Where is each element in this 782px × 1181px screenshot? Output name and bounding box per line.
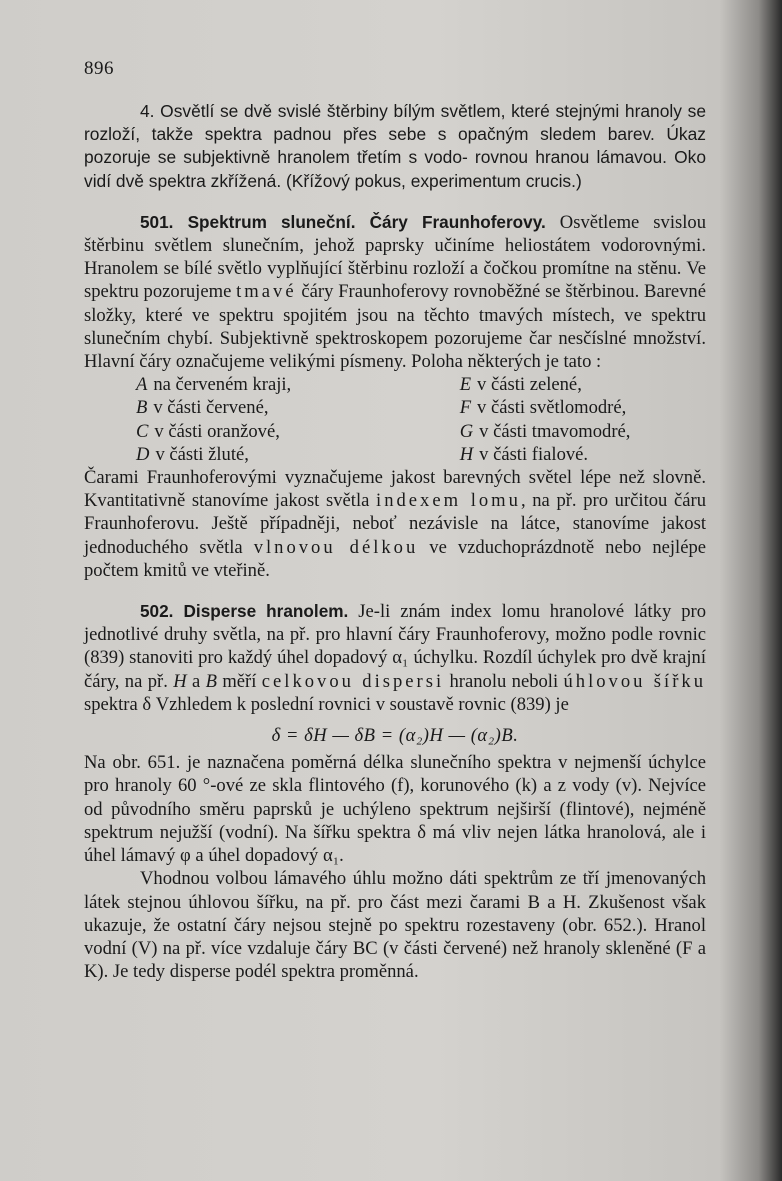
line-symbol: F <box>459 397 472 419</box>
line-right <box>460 373 704 396</box>
s502-text-1: Je-li znám index lomu hranolové látky pro jednotlivé druhy světla, na př. pro hlavní čáry Fraunhoferovy, možno podle rovnic (839) stanoviti pro každý úhel dopadový α₁ úchylku. Rozdíl úchylek pro dvě krajní čáry, na př. <box>84 601 706 692</box>
para4-line-5: pokus, experimentum crucis.) <box>354 170 582 191</box>
line-desc: v části fialové. <box>479 443 589 465</box>
s501-spaced-3: vlnovou délkou <box>253 536 419 558</box>
line-left <box>136 443 460 466</box>
dispersion-formula: δ = δH — δB = (α₂)H — (α₂)B. <box>271 725 519 747</box>
line-symbol: H <box>459 443 474 465</box>
line-desc: v části světlomodré, <box>477 397 627 419</box>
section-502-paragraph-2: Na obr. 651. je naznačena poměrná délka slunečního spektra v nejmenší úchylce pro hranoly 60 °-ové ze skla flintového (f), korunového (k) a z vody (v). Nejvíce od původního směru paprsků je uchýleno spektrum nejširší (flintové), nejméně spektrum nejužší (vodní). Na šířku spektra δ má vliv nejen látka hranolová, ale i úhel lámavý φ a úhel dopadový α₁. <box>84 752 706 867</box>
lines-row <box>136 420 704 443</box>
line-right <box>460 420 704 443</box>
line-symbol: B <box>136 397 148 419</box>
s502-text-3: spektra δ Vzhledem k poslední rovnici v soustavě rovnic (839) je <box>84 693 569 715</box>
section-502-paragraph <box>84 600 706 716</box>
line-symbol: C <box>136 420 149 442</box>
para4-line-4: rovnou hranou lámavou. Oko vidí dvě spektra zkřížená. (Křížový <box>84 147 707 191</box>
section-502-paragraph-3: Vhodnou volbou lámavého úhlu možno dáti spektrům ze tří jmenovaných látek stejnou úhlovou šířku, na př. pro část mezi čarami B a H. Zkušenost však ukazuje, že ostatní čáry nejsou stejně po spektru rozestaveny (obr. 652.). Hranol vodní (V) na př. více vzdaluje čáry BC (v části červené) než hranoly skleněné (F a K). Je tedy disperse podél spektra proměnná. <box>84 868 706 983</box>
lines-row <box>136 373 704 396</box>
line-symbol: A <box>136 374 148 396</box>
lines-row <box>136 396 704 419</box>
s502-text-1b: a <box>186 670 206 692</box>
line-left <box>136 420 460 443</box>
line-desc: v části oranžové, <box>154 420 280 442</box>
s501-text-2: čáry Fraunhoferovy rovnoběžné se štěrbinou. Barevné složky, které ve spektru spojitém jsou na těchto tmavých místech, ve spektru slunečním chybí. Subjektivně spektroskopem pozorujeme čar nesčíslné množství. Hlavní čáry označujeme velikými písmeny. Poloha některých je tato : <box>84 281 706 373</box>
line-left <box>136 373 460 396</box>
s502-sym-b: B <box>205 670 217 692</box>
section-502 <box>84 600 706 983</box>
section-501-paragraph-2 <box>84 466 706 582</box>
s502-sym-h: H <box>173 670 187 692</box>
s501-text-4: , na př. pro určitou čáru Fraunhoferovu. Ještě případněji, neboť nezávisle na látce, stanovíme jakost jednoduchého světla <box>84 490 706 558</box>
s502-spaced-2: úhlovou šířku <box>563 670 706 692</box>
line-symbol: G <box>459 420 474 442</box>
section-501-paragraph <box>84 211 706 373</box>
s501-text-3: Čarami Fraunhoferovými vyznačujeme jakost barevných světel lépe než slovně. Kvantitativně stanovíme jakost světla <box>84 467 706 512</box>
line-desc: na červeném kraji, <box>153 374 292 396</box>
line-right <box>460 443 704 466</box>
line-right <box>460 396 704 419</box>
line-desc: v části červené, <box>153 397 269 419</box>
line-left <box>136 396 460 419</box>
s501-spaced-1: tmavé <box>236 281 297 303</box>
line-symbol: D <box>136 443 150 465</box>
s501-text-5: ve vzduchoprázdnotě nebo nejlépe počtem kmitů ve vteřině. <box>84 536 707 581</box>
line-desc: v části žluté, <box>155 443 249 465</box>
line-desc: v části zelené, <box>477 374 582 396</box>
paragraph-4 <box>84 100 706 193</box>
line-symbol: E <box>459 374 472 396</box>
para4-line-2: hranoly se rozloží, takže spektra padnou přes sebe s opačným sledem <box>84 101 706 145</box>
lines-row <box>136 443 704 466</box>
para4-line-1: 4. Osvětlí se dvě svislé štěrbiny bílým světlem, které stejnými <box>140 101 625 121</box>
page-body <box>84 100 706 983</box>
fraunhofer-lines-table <box>136 373 704 466</box>
page-number: 896 <box>84 58 114 79</box>
line-desc: v části tmavomodré, <box>479 420 631 442</box>
section-501 <box>84 211 706 582</box>
para4-line-3: barev. Úkaz pozoruje se subjektivně hranolem třetím s vodo- <box>84 124 706 168</box>
s502-spaced-1: celkovou dispersi <box>261 670 445 692</box>
s502-text-1c: měří <box>216 670 262 692</box>
s501-text-1: Osvětleme svislou štěrbinu světlem slunečním, jehož paprsky učiníme heliostátem vodorovnými. Hranolem se bílé světlo vyplňující štěrbinu rozloží a čočkou promítne na stěnu. Ve spektru pozorujeme <box>84 211 706 303</box>
section-501-heading: 501. Spektrum sluneční. Čáry Fraunhoferovy. <box>140 211 546 232</box>
s501-spaced-2: indexem lomu <box>376 490 521 512</box>
s502-text-2: hranolu neboli <box>444 670 564 692</box>
section-502-heading: 502. Disperse hranolem. <box>140 601 349 622</box>
